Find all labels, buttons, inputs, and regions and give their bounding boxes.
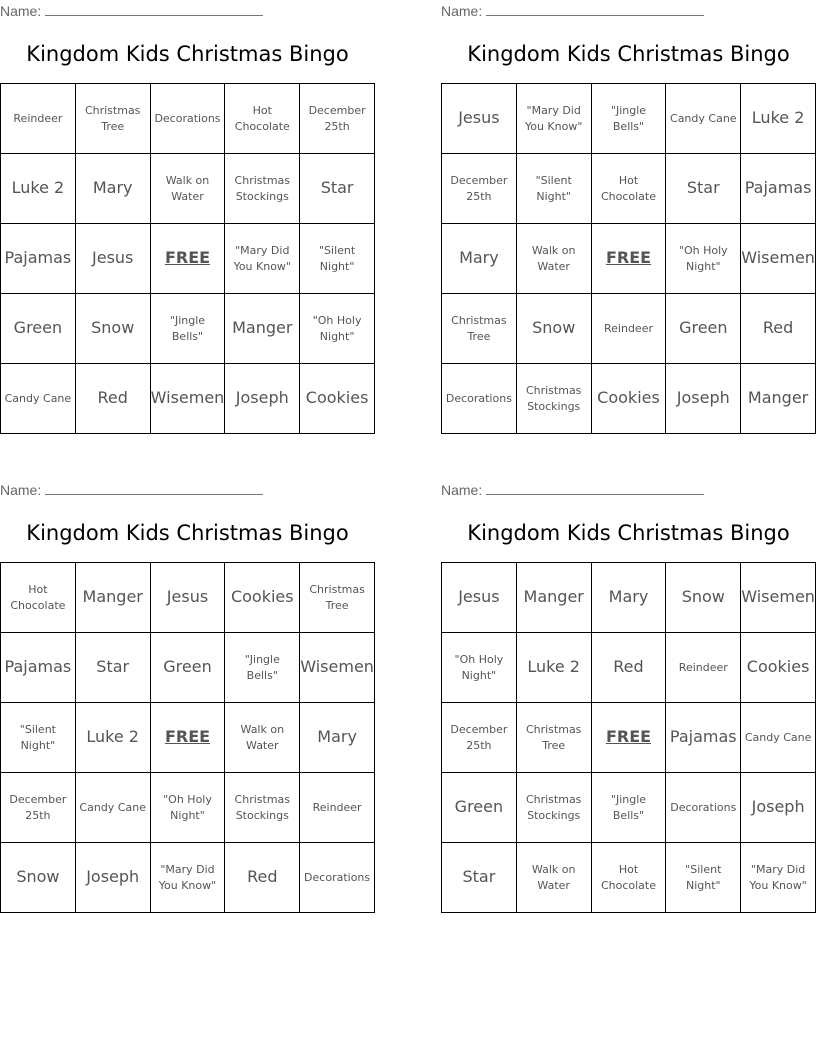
bingo-cell: Green <box>442 773 517 843</box>
name-field[interactable] <box>441 3 704 19</box>
name-field[interactable] <box>0 482 263 498</box>
bingo-cell: Reindeer <box>592 294 667 364</box>
bingo-cell: Star <box>666 154 741 224</box>
name-label: Name: <box>441 482 483 498</box>
bingo-cell: December 25th <box>442 154 517 224</box>
bingo-cell: Christmas Stockings <box>225 154 300 224</box>
bingo-cell: Hot Chocolate <box>592 843 667 913</box>
bingo-cell: December 25th <box>300 84 375 154</box>
bingo-cell: "Silent Night" <box>1 703 76 773</box>
bingo-cell: Joseph <box>741 773 816 843</box>
bingo-grid <box>441 562 816 913</box>
bingo-cell: Cookies <box>225 563 300 633</box>
bingo-grid <box>0 83 375 434</box>
bingo-cell: "Mary Did You Know" <box>225 224 300 294</box>
bingo-cell: Reindeer <box>1 84 76 154</box>
bingo-cell: Manger <box>741 364 816 434</box>
bingo-cell: Green <box>666 294 741 364</box>
bingo-cell: Decorations <box>151 84 226 154</box>
bingo-cell: Christmas Stockings <box>225 773 300 843</box>
bingo-cell: "Silent Night" <box>300 224 375 294</box>
bingo-cell: Decorations <box>442 364 517 434</box>
bingo-cell: Mary <box>592 563 667 633</box>
bingo-cell: Luke 2 <box>741 84 816 154</box>
bingo-cell: Reindeer <box>300 773 375 843</box>
bingo-cell: "Oh Holy Night" <box>666 224 741 294</box>
bingo-cell: Walk on Water <box>517 843 592 913</box>
bingo-cell: Walk on Water <box>225 703 300 773</box>
bingo-cell: Luke 2 <box>76 703 151 773</box>
bingo-cell: Jesus <box>151 563 226 633</box>
bingo-cell: Cookies <box>300 364 375 434</box>
bingo-cell: Green <box>151 633 226 703</box>
bingo-cell: "Jingle Bells" <box>592 773 667 843</box>
free-space-cell: FREE <box>151 224 226 294</box>
bingo-cell: Snow <box>666 563 741 633</box>
bingo-cell: Snow <box>517 294 592 364</box>
bingo-cell: Candy Cane <box>666 84 741 154</box>
bingo-cell: Mary <box>300 703 375 773</box>
bingo-cell: Hot Chocolate <box>225 84 300 154</box>
bingo-cell: Red <box>225 843 300 913</box>
bingo-cell: Reindeer <box>666 633 741 703</box>
bingo-cell: Wisemen <box>300 633 375 703</box>
name-blank-line[interactable] <box>45 482 263 495</box>
bingo-cell: Walk on Water <box>151 154 226 224</box>
bingo-cell: "Jingle Bells" <box>225 633 300 703</box>
bingo-cell: Candy Cane <box>1 364 76 434</box>
name-label: Name: <box>441 3 483 19</box>
bingo-cell: Manger <box>225 294 300 364</box>
card-title: Kingdom Kids Christmas Bingo <box>26 42 349 66</box>
bingo-cell: Star <box>442 843 517 913</box>
bingo-cell: Candy Cane <box>76 773 151 843</box>
bingo-cell: December 25th <box>1 773 76 843</box>
bingo-cell: Mary <box>76 154 151 224</box>
free-space-cell: FREE <box>592 703 667 773</box>
bingo-cell: Jesus <box>442 563 517 633</box>
bingo-cell: Pajamas <box>1 633 76 703</box>
name-field[interactable] <box>441 482 704 498</box>
bingo-cell: "Oh Holy Night" <box>442 633 517 703</box>
name-label: Name: <box>0 3 42 19</box>
bingo-cell: Christmas Stockings <box>517 364 592 434</box>
bingo-cell: Mary <box>442 224 517 294</box>
bingo-cell: Joseph <box>225 364 300 434</box>
bingo-cell: Joseph <box>666 364 741 434</box>
bingo-cell: Luke 2 <box>517 633 592 703</box>
bingo-cell: Decorations <box>666 773 741 843</box>
bingo-cell: Pajamas <box>1 224 76 294</box>
bingo-cell: Wisemen <box>151 364 226 434</box>
bingo-cell: Wisemen <box>741 224 816 294</box>
bingo-cell: Cookies <box>741 633 816 703</box>
bingo-cell: Christmas Tree <box>76 84 151 154</box>
bingo-cell: Pajamas <box>741 154 816 224</box>
bingo-cell: "Mary Did You Know" <box>151 843 226 913</box>
bingo-cell: "Silent Night" <box>517 154 592 224</box>
bingo-cell: "Jingle Bells" <box>592 84 667 154</box>
bingo-cell: Cookies <box>592 364 667 434</box>
bingo-cell: Snow <box>76 294 151 364</box>
bingo-cell: Walk on Water <box>517 224 592 294</box>
bingo-cell: Luke 2 <box>1 154 76 224</box>
bingo-cell: Decorations <box>300 843 375 913</box>
bingo-cell: Christmas Tree <box>442 294 517 364</box>
bingo-cell: Manger <box>76 563 151 633</box>
bingo-cell: Hot Chocolate <box>592 154 667 224</box>
bingo-cell: "Mary Did You Know" <box>517 84 592 154</box>
card-title: Kingdom Kids Christmas Bingo <box>467 42 790 66</box>
bingo-cell: Star <box>300 154 375 224</box>
free-space-cell: FREE <box>151 703 226 773</box>
bingo-cell: Red <box>76 364 151 434</box>
card-title: Kingdom Kids Christmas Bingo <box>26 521 349 545</box>
bingo-cell: Red <box>741 294 816 364</box>
bingo-cell: Star <box>76 633 151 703</box>
name-field[interactable] <box>0 3 263 19</box>
name-label: Name: <box>0 482 42 498</box>
bingo-cell: Christmas Tree <box>300 563 375 633</box>
bingo-cell: "Jingle Bells" <box>151 294 226 364</box>
bingo-cell: "Oh Holy Night" <box>151 773 226 843</box>
card-title: Kingdom Kids Christmas Bingo <box>467 521 790 545</box>
bingo-cell: "Oh Holy Night" <box>300 294 375 364</box>
bingo-cell: Christmas Tree <box>517 703 592 773</box>
bingo-cell: Snow <box>1 843 76 913</box>
name-blank-line[interactable] <box>486 3 704 16</box>
bingo-cell: Green <box>1 294 76 364</box>
bingo-cell: Candy Cane <box>741 703 816 773</box>
bingo-cell: Joseph <box>76 843 151 913</box>
bingo-grid <box>0 562 375 913</box>
free-space-cell: FREE <box>592 224 667 294</box>
bingo-cell: Jesus <box>76 224 151 294</box>
bingo-cell: "Silent Night" <box>666 843 741 913</box>
bingo-cell: Christmas Stockings <box>517 773 592 843</box>
name-blank-line[interactable] <box>45 3 263 16</box>
bingo-cell: Hot Chocolate <box>1 563 76 633</box>
bingo-cell: Wisemen <box>741 563 816 633</box>
bingo-cell: December 25th <box>442 703 517 773</box>
name-blank-line[interactable] <box>486 482 704 495</box>
bingo-grid <box>441 83 816 434</box>
bingo-cell: "Mary Did You Know" <box>741 843 816 913</box>
bingo-cell: Red <box>592 633 667 703</box>
bingo-cell: Manger <box>517 563 592 633</box>
bingo-cell: Jesus <box>442 84 517 154</box>
bingo-cell: Pajamas <box>666 703 741 773</box>
